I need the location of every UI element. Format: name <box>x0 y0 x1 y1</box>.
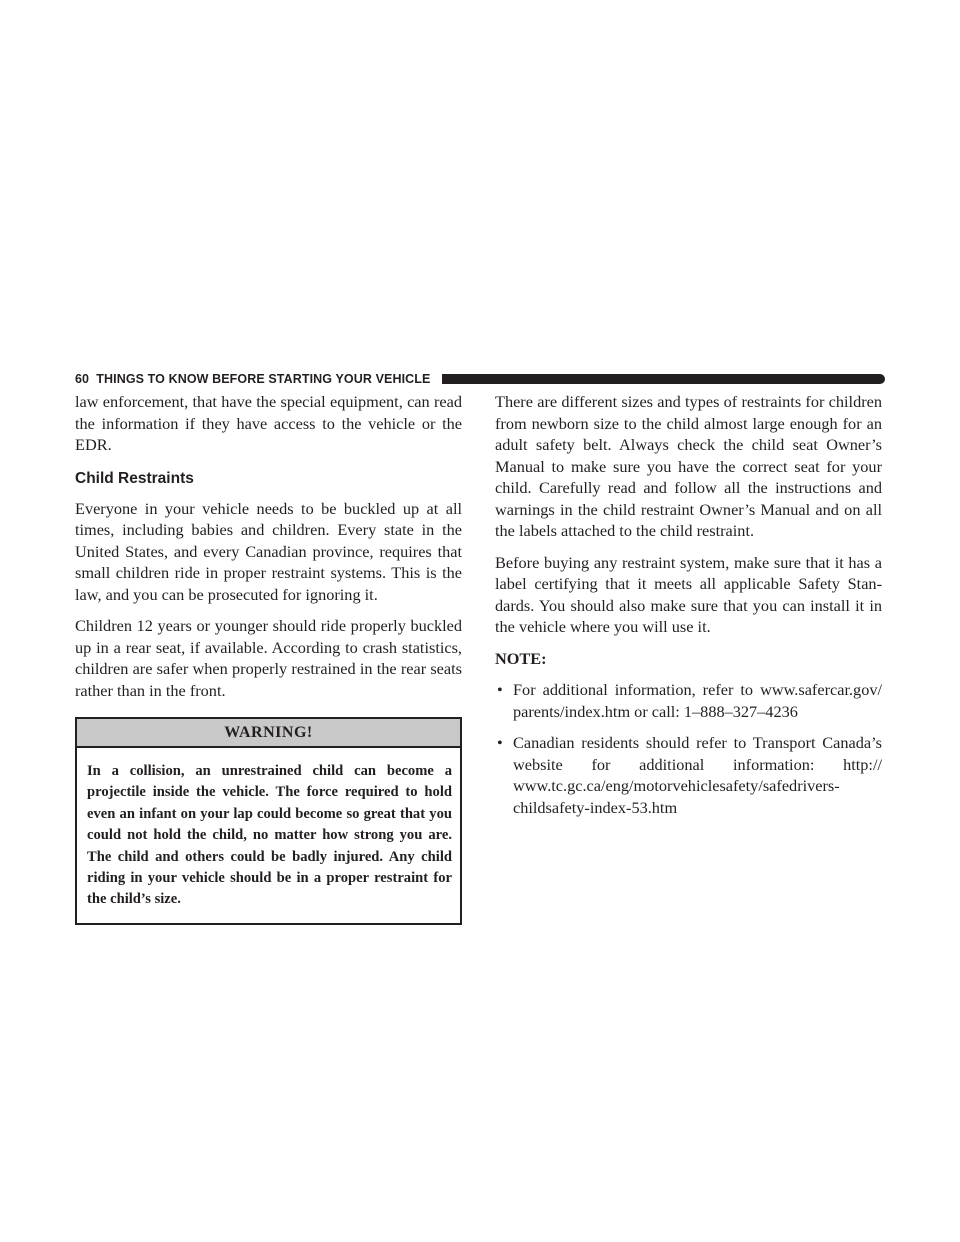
left-column <box>75 391 462 925</box>
warning-title: WARNING! <box>77 719 460 748</box>
bullet-icon: • <box>497 733 503 752</box>
paragraph-rear-seat: Children 12 years or younger should ride properly buckled up in a rear seat, if available. According to crash statistics, children are safer when properly restrained in the rear seats rather than in the front. <box>75 616 462 700</box>
continued-paragraph: law enforcement, that have the special equipment, can read the information if they have access to the vehicle or the EDR. <box>75 392 462 454</box>
list-item <box>495 732 882 818</box>
paragraph-buckle-up: Everyone in your vehicle needs to be buckled up at all times, including babies and children. Every state in the United States, and every Canadian province, requires that small children ride in proper restraint systems. This is the law, and you can be prosecuted for ignoring it. <box>75 498 462 604</box>
paragraph-before-buying: Before buying any restraint system, make sure that it has a label certifying that it meets all applicable Safety Standards. You should also make sure that you can install it in the vehicle where you will use it. <box>495 552 882 636</box>
header-rule-bar <box>442 374 885 384</box>
page-header <box>75 370 885 388</box>
section-title: THINGS TO KNOW BEFORE STARTING YOUR VEHICLE <box>96 372 431 386</box>
page-number: 60 <box>75 372 90 386</box>
right-column <box>495 391 882 828</box>
bullet-text: Canadian residents should refer to Transport Canada’s website for additional information: http:// www.tc.gc.ca/eng/motorvehiclesafety/safedrivers- childsafety-index-53.htm <box>513 733 882 817</box>
paragraph-restraint-types: There are different sizes and types of restraints for children from newborn size to the child almost large enough for an adult safety belt. Always check the child seat Owner’s Manual to make sure you have the correct seat for your child. Carefully read and follow all the instructions and warnings in the child restraint Owner’s Manual and on all the labels attached to the child restraint. <box>495 392 882 540</box>
bullet-icon: • <box>497 680 503 699</box>
list-item <box>495 679 882 722</box>
note-label: NOTE: <box>495 648 547 668</box>
section-heading: Child Restraints <box>75 469 194 487</box>
warning-box <box>75 717 462 925</box>
note-list <box>495 679 882 818</box>
bullet-text: For additional information, refer to www.safercar.gov/ parents/index.htm or call: 1–888–327–4236 <box>513 680 882 721</box>
header-text <box>75 370 430 388</box>
warning-body: In a collision, an unrestrained child can become a projectile inside the vehicle. The force required to hold even an infant on your lap could become so great that you could not hold the child, no matter how strong you are. The child and others could be badly injured. Any child riding in your vehicle should be in a proper restraint for the child’s size. <box>87 763 452 908</box>
